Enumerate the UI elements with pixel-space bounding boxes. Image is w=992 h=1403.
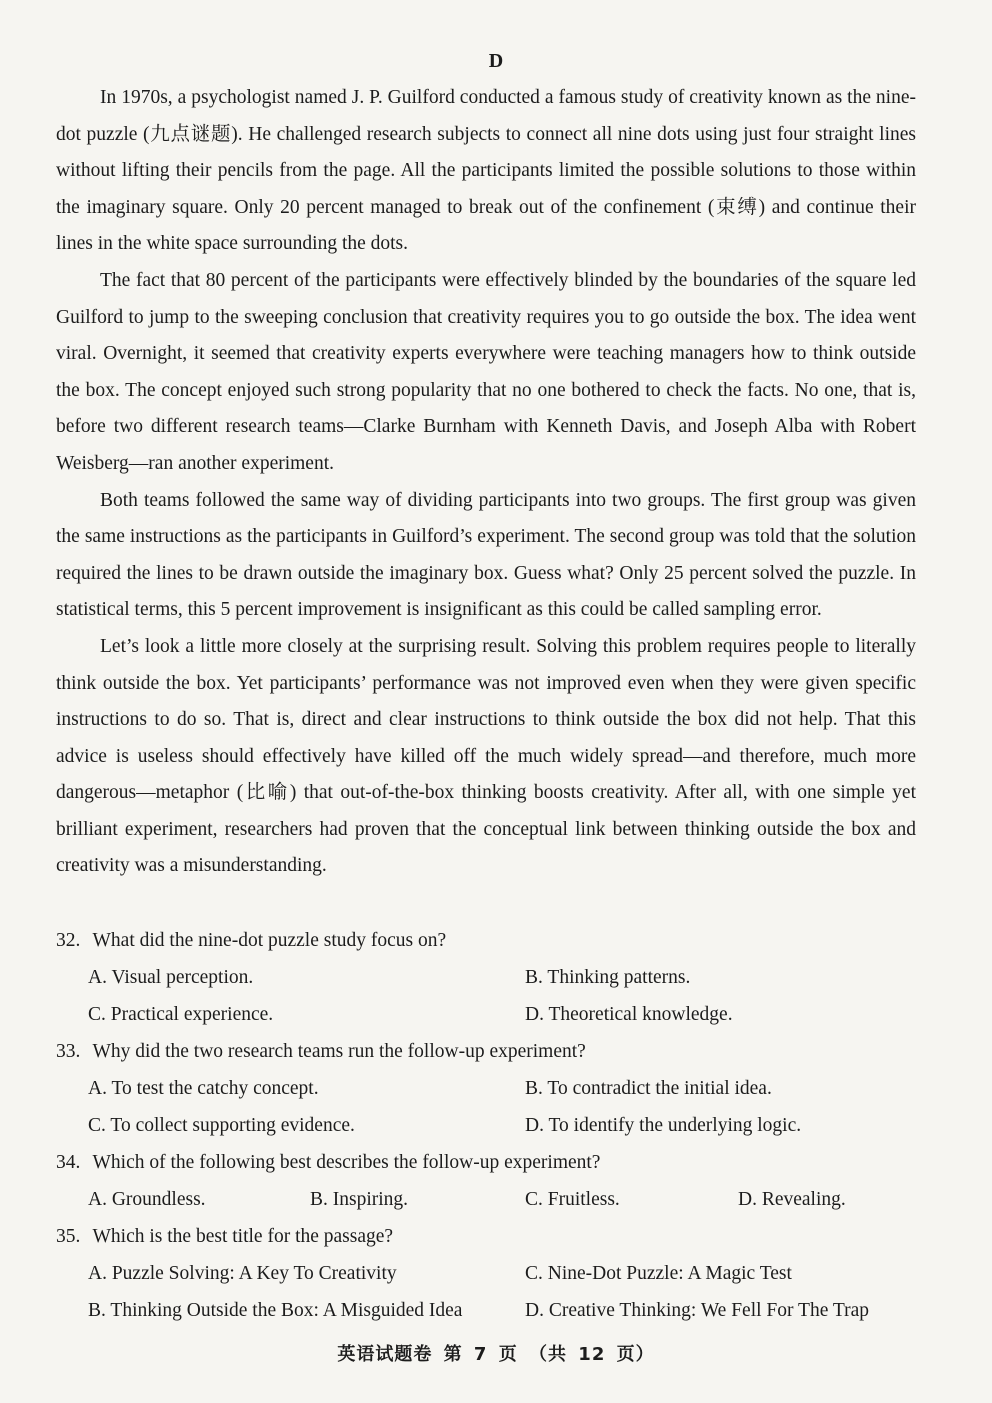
option-group — [56, 1070, 916, 1144]
question-stem — [56, 922, 916, 959]
passage-paragraph-4: Let’s look a little more closely at the surprising result. Solving this problem requires people to literally think outside the box. Yet participants’ performance was not improved even when they were given specific instructions to do so. That is, direct and clear instructions to think outside the box did not help. That this advice is useless should effectively have killed off the much widely spread—and therefore, much more dangerous—metaphor (比喻) that out-of-the-box thinking boosts creativity. After all, with one simple yet brilliant experiment, researchers had proven that the conceptual link between thinking outside the box and creativity was a misunderstanding. — [56, 635, 916, 877]
footer-page-suffix: 页 — [498, 1344, 518, 1365]
question-number: 32. — [56, 930, 81, 951]
question-number: 35. — [56, 1226, 81, 1247]
option-group — [56, 959, 916, 1033]
option-c[interactable]: C. To collect supporting evidence. — [88, 1115, 355, 1136]
passage-paragraph-1: In 1970s, a psychologist named J. P. Guilford conducted a famous study of creativity known as the nine-dot puzzle (九点谜题). He challenged research subjects to connect all nine dots using just four straight lines without lifting their pencils from the page. All the participants limited the possible solutions to those within the imaginary square. Only 20 percent managed to break out of the confinement (束缚) and continue their lines in the white space surrounding the dots. — [56, 87, 916, 255]
passage-paragraph-3: Both teams followed the same way of dividing participants into two groups. The first group was given the same instructions as the participants in Guilford’s experiment. The second group was told that the solution required the lines to be drawn outside the imaginary box. Guess what? Only 25 percent solved the puzzle. In statistical terms, this 5 percent improvement is insignificant as this could be called sampling error. — [56, 489, 916, 621]
passage-paragraph-2: The fact that 80 percent of the participants were effectively blinded by the boundaries of the square led Guilford to jump to the sweeping conclusion that creativity requires you to go outside the box. The idea went viral. Overnight, it seemed that creativity experts everywhere were teaching managers how to think outside the box. The concept enjoyed such strong popularity that no one bothered to check the facts. No one, that is, before two different research teams—Clarke Burnham with Kenneth Davis, and Joseph Alba with Robert Weisberg—ran another experiment. — [56, 269, 916, 474]
page-footer — [0, 1340, 992, 1366]
question-text: What did the nine-dot puzzle study focus on? — [92, 930, 447, 951]
question-number: 33. — [56, 1041, 81, 1062]
question-text: Which is the best title for the passage? — [92, 1226, 394, 1247]
option-c[interactable]: C. Practical experience. — [88, 1004, 274, 1025]
option-a[interactable]: A. To test the catchy concept. — [88, 1078, 319, 1099]
option-c[interactable]: C. Nine-Dot Puzzle: A Magic Test — [525, 1263, 792, 1284]
section-label: D — [488, 50, 504, 72]
option-a[interactable]: A. Groundless. — [88, 1189, 206, 1210]
option-b[interactable]: B. Inspiring. — [310, 1189, 409, 1210]
question-number: 34. — [56, 1152, 81, 1173]
question-list — [56, 922, 916, 1329]
footer-subject: 英语试题卷 — [337, 1344, 433, 1365]
footer-total-prefix: （共 — [529, 1344, 568, 1365]
question-35 — [56, 1218, 916, 1329]
option-d[interactable]: D. To identify the underlying logic. — [525, 1115, 802, 1136]
question-stem — [56, 1218, 916, 1255]
footer-total-pages: 12 — [578, 1344, 606, 1365]
option-b[interactable]: B. To contradict the initial idea. — [525, 1078, 772, 1099]
question-text: Which of the following best describes the follow-up experiment? — [92, 1152, 601, 1173]
option-group — [56, 1255, 916, 1329]
option-d[interactable]: D. Creative Thinking: We Fell For The Trap — [525, 1300, 870, 1321]
question-34 — [56, 1144, 916, 1218]
option-c[interactable]: C. Fruitless. — [525, 1189, 620, 1210]
option-a[interactable]: A. Visual perception. — [88, 967, 254, 988]
option-d[interactable]: D. Revealing. — [738, 1189, 846, 1210]
footer-page-prefix: 第 — [443, 1344, 463, 1365]
question-stem — [56, 1144, 916, 1181]
question-32 — [56, 922, 916, 1033]
option-a[interactable]: A. Puzzle Solving: A Key To Creativity — [88, 1263, 397, 1284]
question-33 — [56, 1033, 916, 1144]
question-stem — [56, 1033, 916, 1070]
option-b[interactable]: B. Thinking Outside the Box: A Misguided Idea — [88, 1300, 463, 1321]
option-group — [56, 1181, 916, 1218]
option-b[interactable]: B. Thinking patterns. — [525, 967, 691, 988]
reading-passage — [56, 80, 916, 885]
footer-total-suffix: 页） — [616, 1344, 655, 1365]
question-text: Why did the two research teams run the follow-up experiment? — [92, 1041, 586, 1062]
footer-page-number: 7 — [473, 1344, 488, 1365]
option-d[interactable]: D. Theoretical knowledge. — [525, 1004, 733, 1025]
